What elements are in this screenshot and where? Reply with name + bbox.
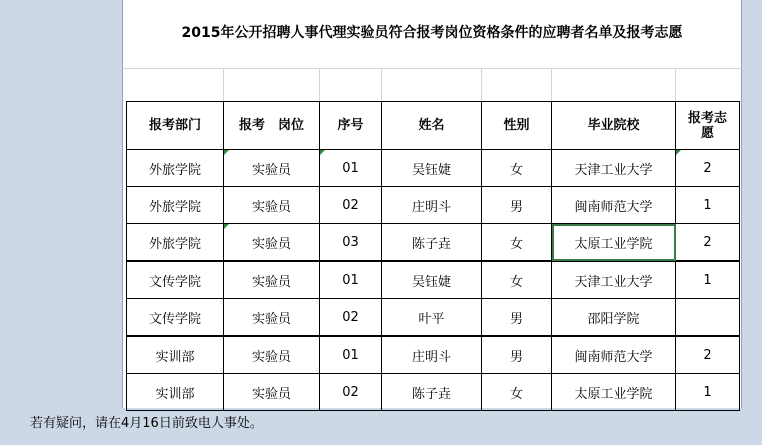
- table-header-row: [127, 102, 740, 150]
- cell-no[interactable]: 03: [320, 224, 382, 262]
- col-header-post[interactable]: 报考 岗位: [224, 102, 320, 150]
- cell-no[interactable]: 02: [320, 187, 382, 224]
- grid-line: [223, 69, 224, 102]
- cell-dept[interactable]: 外旅学院: [127, 224, 224, 262]
- cell-text: 实验员: [251, 162, 291, 178]
- cell-sex[interactable]: 男: [482, 299, 552, 337]
- cell-school[interactable]: 天津工业大学: [552, 261, 676, 299]
- cell-sex[interactable]: 女: [482, 224, 552, 262]
- col-header-school[interactable]: 毕业院校: [552, 102, 676, 150]
- cell-name[interactable]: 陈子垚: [382, 224, 482, 262]
- table-row: [127, 336, 740, 374]
- cell-school[interactable]: 太原工业学院: [552, 374, 676, 411]
- col-header-choice[interactable]: 报考志愿: [676, 102, 740, 150]
- cell-no[interactable]: 01: [320, 336, 382, 374]
- cell-dept[interactable]: 实训部: [127, 336, 224, 374]
- cell-choice[interactable]: 1: [676, 374, 740, 411]
- grid-line: [381, 69, 382, 102]
- cell-choice[interactable]: 2: [676, 336, 740, 374]
- col-header-name[interactable]: 姓名: [382, 102, 482, 150]
- cell-name[interactable]: 陈子垚: [382, 374, 482, 411]
- cell-text: 2: [703, 160, 712, 176]
- applicant-table: [126, 101, 740, 411]
- cell-text: 01: [342, 160, 359, 176]
- cell-sex[interactable]: 女: [482, 374, 552, 411]
- cell-sex[interactable]: 女: [482, 261, 552, 299]
- col-header-dept[interactable]: 报考部门: [127, 102, 224, 150]
- cell-dept[interactable]: 外旅学院: [127, 187, 224, 224]
- table-row: [127, 150, 740, 187]
- cell-no[interactable]: 01: [320, 261, 382, 299]
- cell-name[interactable]: 叶平: [382, 299, 482, 337]
- cell-no[interactable]: 02: [320, 374, 382, 411]
- cell-dept[interactable]: 文传学院: [127, 261, 224, 299]
- cell-post[interactable]: [224, 150, 320, 187]
- table-row: [127, 187, 740, 224]
- page-title: 2015年公开招聘人事代理实验员符合报考岗位资格条件的应聘者名单及报考志愿: [181, 25, 683, 41]
- cell-choice[interactable]: 1: [676, 187, 740, 224]
- cell-school[interactable]: 邵阳学院: [552, 299, 676, 337]
- table-row: [127, 374, 740, 411]
- cell-choice[interactable]: [676, 299, 740, 337]
- cell-name[interactable]: 吴钰婕: [382, 261, 482, 299]
- grid-line: [551, 69, 552, 102]
- cell-school[interactable]: 闽南师范大学: [552, 336, 676, 374]
- cell-post[interactable]: 实验员: [224, 261, 320, 299]
- table-row: [127, 224, 740, 262]
- footnote: 若有疑问，请在4月16日前致电人事处。: [30, 416, 263, 431]
- cell-marker: [224, 150, 229, 155]
- cell-post[interactable]: 实验员: [224, 336, 320, 374]
- cell-name[interactable]: 庄明斗: [382, 336, 482, 374]
- cell-text: 实验员: [251, 236, 291, 252]
- grid-line: [319, 69, 320, 102]
- cell-name[interactable]: 庄明斗: [382, 187, 482, 224]
- cell-no[interactable]: [320, 150, 382, 187]
- cell-post[interactable]: [224, 224, 320, 262]
- col-header-sex[interactable]: 性别: [482, 102, 552, 150]
- table-row: [127, 261, 740, 299]
- empty-grid-row: [123, 68, 741, 102]
- cell-name[interactable]: 吴钰婕: [382, 150, 482, 187]
- table-row: [127, 299, 740, 337]
- cell-marker: [676, 150, 681, 155]
- cell-marker: [320, 150, 325, 155]
- cell-no[interactable]: 02: [320, 299, 382, 337]
- cell-choice[interactable]: [676, 150, 740, 187]
- cell-choice[interactable]: 2: [676, 224, 740, 262]
- cell-school[interactable]: 闽南师范大学: [552, 187, 676, 224]
- cell-dept[interactable]: 文传学院: [127, 299, 224, 337]
- cell-sex[interactable]: 男: [482, 187, 552, 224]
- cell-choice[interactable]: 1: [676, 261, 740, 299]
- cell-school-selected[interactable]: 太原工业学院: [552, 224, 676, 262]
- spreadsheet-sheet: [122, 0, 742, 408]
- grid-line: [481, 69, 482, 102]
- cell-post[interactable]: 实验员: [224, 374, 320, 411]
- col-header-no[interactable]: 序号: [320, 102, 382, 150]
- grid-line: [675, 69, 676, 102]
- cell-post[interactable]: 实验员: [224, 187, 320, 224]
- cell-school[interactable]: 天津工业大学: [552, 150, 676, 187]
- cell-sex[interactable]: 女: [482, 150, 552, 187]
- cell-marker: [224, 224, 229, 229]
- cell-sex[interactable]: 男: [482, 336, 552, 374]
- cell-dept[interactable]: 外旅学院: [127, 150, 224, 187]
- cell-post[interactable]: 实验员: [224, 299, 320, 337]
- cell-dept[interactable]: 实训部: [127, 374, 224, 411]
